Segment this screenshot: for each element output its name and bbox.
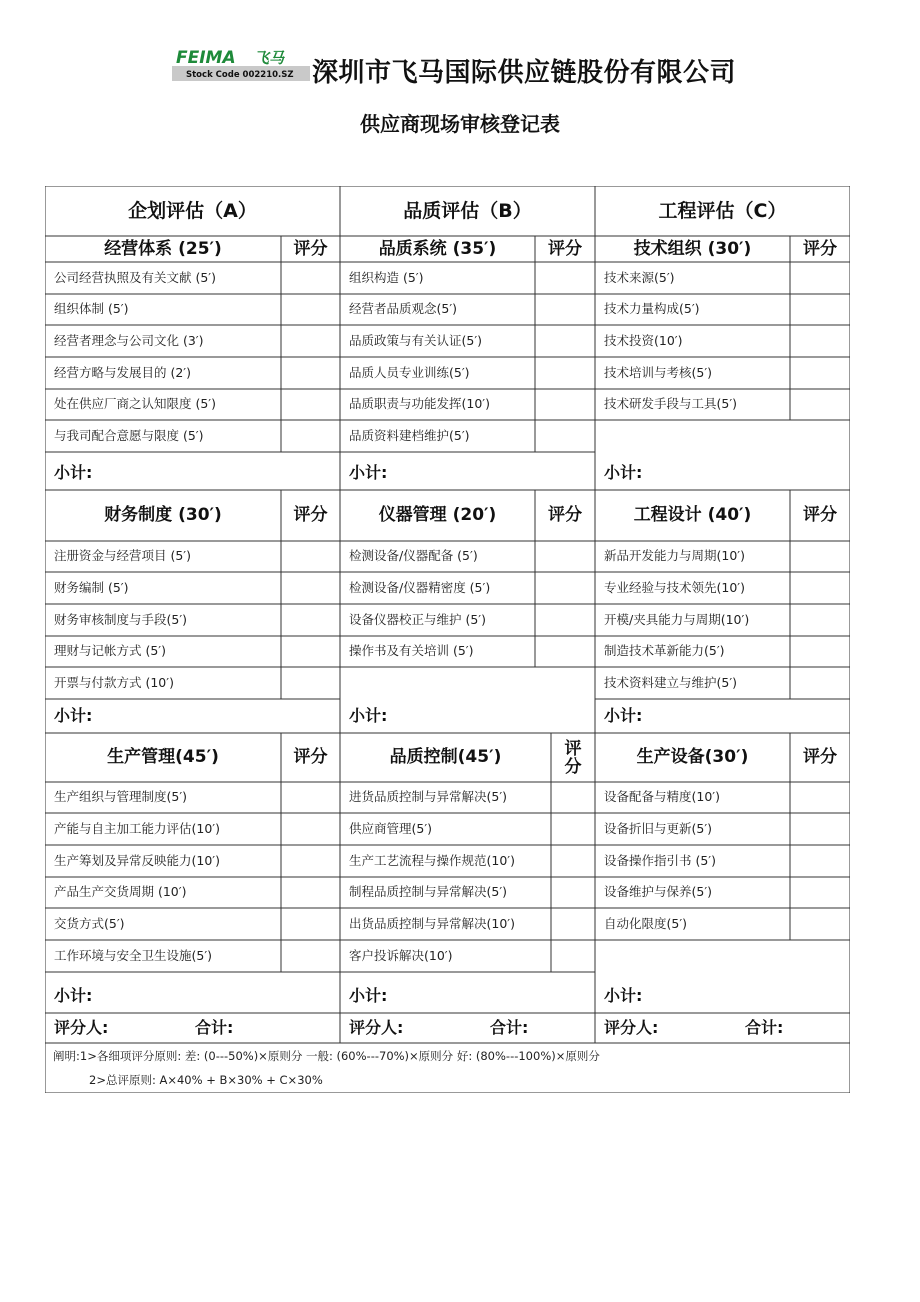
criteria-item: 生产筹划及异常反映能力(10′): [54, 852, 220, 868]
block-title: 仪器管理 (20′): [378, 505, 497, 525]
scorer-label: 评分人:: [604, 1018, 659, 1037]
company-name: 深圳市飞马国际供应链股份有限公司: [312, 58, 737, 88]
subtotal-label: 小计:: [54, 463, 93, 482]
criteria-item: 公司经营执照及有关文献 (5′): [54, 269, 217, 285]
criteria-item: 设备维护与保养(5′): [604, 884, 713, 900]
criteria-item: 技术来源(5′): [604, 269, 675, 285]
criteria-item: 开模/夹具能力与周期(10′): [604, 611, 750, 627]
criteria-item: 自动化限度(5′): [604, 915, 688, 931]
criteria-item: 生产组织与管理制度(5′): [54, 789, 188, 805]
subtotal-label: 小计:: [349, 706, 388, 725]
criteria-item: 财务编制 (5′): [54, 579, 129, 595]
criteria-item: 出货品质控制与异常解决(10′): [349, 915, 515, 931]
feima-logo: [172, 48, 310, 82]
criteria-item: 品质人员专业训练(5′): [349, 364, 470, 380]
score-header: 评分: [548, 238, 582, 259]
criteria-item: 制程品质控制与异常解决(5′): [349, 884, 508, 900]
subtotal-label: 小计:: [604, 706, 643, 725]
criteria-item: 工作环境与安全卫生设施(5′): [54, 947, 213, 963]
svg-text:Stock Code 002210.SZ: Stock Code 002210.SZ: [186, 70, 294, 80]
score-header: 评分: [803, 747, 837, 767]
criteria-item: 开票与付款方式 (10′): [54, 674, 174, 690]
block-title: 生产管理(45′): [107, 747, 219, 767]
score-header: 评分: [803, 505, 837, 525]
svg-text:FEIMA: FEIMA: [176, 48, 236, 68]
criteria-item: 技术投资(10′): [604, 332, 683, 348]
total-label: 合计:: [195, 1018, 234, 1037]
score-header: 评分: [293, 505, 328, 525]
criteria-item: 交货方式(5′): [54, 915, 125, 931]
criteria-item: 新品开发能力与周期(10′): [604, 548, 745, 564]
block-title: 品质系统 (35′): [378, 238, 497, 259]
criteria-item: 客户投诉解决(10′): [349, 947, 453, 963]
criteria-item: 制造技术革新能力(5′): [604, 643, 725, 659]
criteria-item: 财务审核制度与手段(5′): [54, 611, 188, 627]
document-title: 供应商现场审核登记表: [360, 112, 560, 136]
criteria-item: 产能与自主加工能力评估(10′): [54, 820, 220, 836]
audit-form-table: [45, 186, 850, 1093]
criteria-item: 设备折旧与更新(5′): [604, 820, 713, 836]
total-label: 合计:: [490, 1018, 529, 1037]
criteria-item: 组织体制 (5′): [54, 301, 129, 317]
criteria-item: 处在供应厂商之认知限度 (5′): [54, 396, 217, 412]
score-header: 评分: [564, 738, 582, 777]
score-header: 评分: [293, 238, 328, 259]
scorer-label: 评分人:: [349, 1018, 404, 1037]
criteria-item: 品质职责与功能发挥(10′): [349, 396, 490, 412]
criteria-item: 品质资料建档维护(5′): [349, 427, 470, 443]
section-heading: 企划评估（A）: [128, 199, 257, 222]
block-title: 品质控制(45′): [389, 747, 502, 767]
subtotal-label: 小计:: [54, 986, 93, 1005]
criteria-item: 品质政策与有关认证(5′): [349, 332, 483, 348]
criteria-item: 供应商管理(5′): [349, 820, 433, 836]
criteria-item: 技术资料建立与维护(5′): [604, 674, 738, 690]
score-header: 评分: [803, 238, 837, 259]
block-title: 财务制度 (30′): [104, 505, 222, 525]
score-header: 评分: [548, 505, 582, 525]
criteria-item: 设备配备与精度(10′): [604, 789, 720, 805]
section-heading: 品质评估（B）: [403, 199, 532, 222]
block-title: 技术组织 (30′): [633, 238, 752, 259]
rules-note: 2>总评原则: A×40% + B×30% + C×30%: [89, 1073, 323, 1088]
criteria-item: 生产工艺流程与操作规范(10′): [349, 852, 515, 868]
subtotal-label: 小计:: [604, 463, 643, 482]
scorer-label: 评分人:: [54, 1018, 109, 1037]
svg-text:飞马: 飞马: [254, 49, 285, 67]
criteria-item: 经营者品质观念(5′): [349, 301, 458, 317]
criteria-item: 专业经验与技术领先(10′): [604, 579, 745, 595]
criteria-item: 产品生产交货周期 (10′): [54, 884, 187, 900]
section-heading: 工程评估（C）: [658, 199, 787, 222]
criteria-item: 操作书及有关培训 (5′): [349, 643, 474, 659]
criteria-item: 理财与记帐方式 (5′): [54, 643, 167, 659]
criteria-item: 与我司配合意愿与限度 (5′): [54, 427, 204, 443]
criteria-item: 经营方略与发展目的 (2′): [54, 364, 192, 380]
criteria-item: 经营者理念与公司文化 (3′): [54, 332, 204, 348]
subtotal-label: 小计:: [54, 706, 93, 725]
total-label: 合计:: [745, 1018, 784, 1037]
criteria-item: 检测设备/仪器精密度 (5′): [349, 579, 491, 595]
subtotal-label: 小计:: [604, 986, 643, 1005]
criteria-item: 设备仪器校正与维护 (5′): [349, 611, 487, 627]
criteria-item: 组织构造 (5′): [349, 269, 424, 285]
criteria-item: 技术培训与考核(5′): [604, 364, 713, 380]
criteria-item: 检测设备/仪器配备 (5′): [349, 548, 478, 564]
criteria-item: 设备操作指引书 (5′): [604, 852, 717, 868]
rules-note: 阐明:1>各细项评分原则: 差: (0---50%)×原则分 一般: (60%---70%)×原则分 好: (80%---100%)×原则分: [53, 1049, 600, 1064]
criteria-item: 注册资金与经营项目 (5′): [54, 548, 192, 564]
subtotal-label: 小计:: [349, 986, 388, 1005]
subtotal-label: 小计:: [349, 463, 388, 482]
criteria-item: 技术研发手段与工具(5′): [604, 396, 738, 412]
block-title: 生产设备(30′): [636, 747, 749, 767]
score-header: 评分: [293, 747, 328, 767]
block-title: 经营体系 (25′): [104, 238, 222, 259]
criteria-item: 技术力量构成(5′): [604, 301, 700, 317]
block-title: 工程设计 (40′): [633, 505, 752, 525]
criteria-item: 进货品质控制与异常解决(5′): [349, 789, 508, 805]
